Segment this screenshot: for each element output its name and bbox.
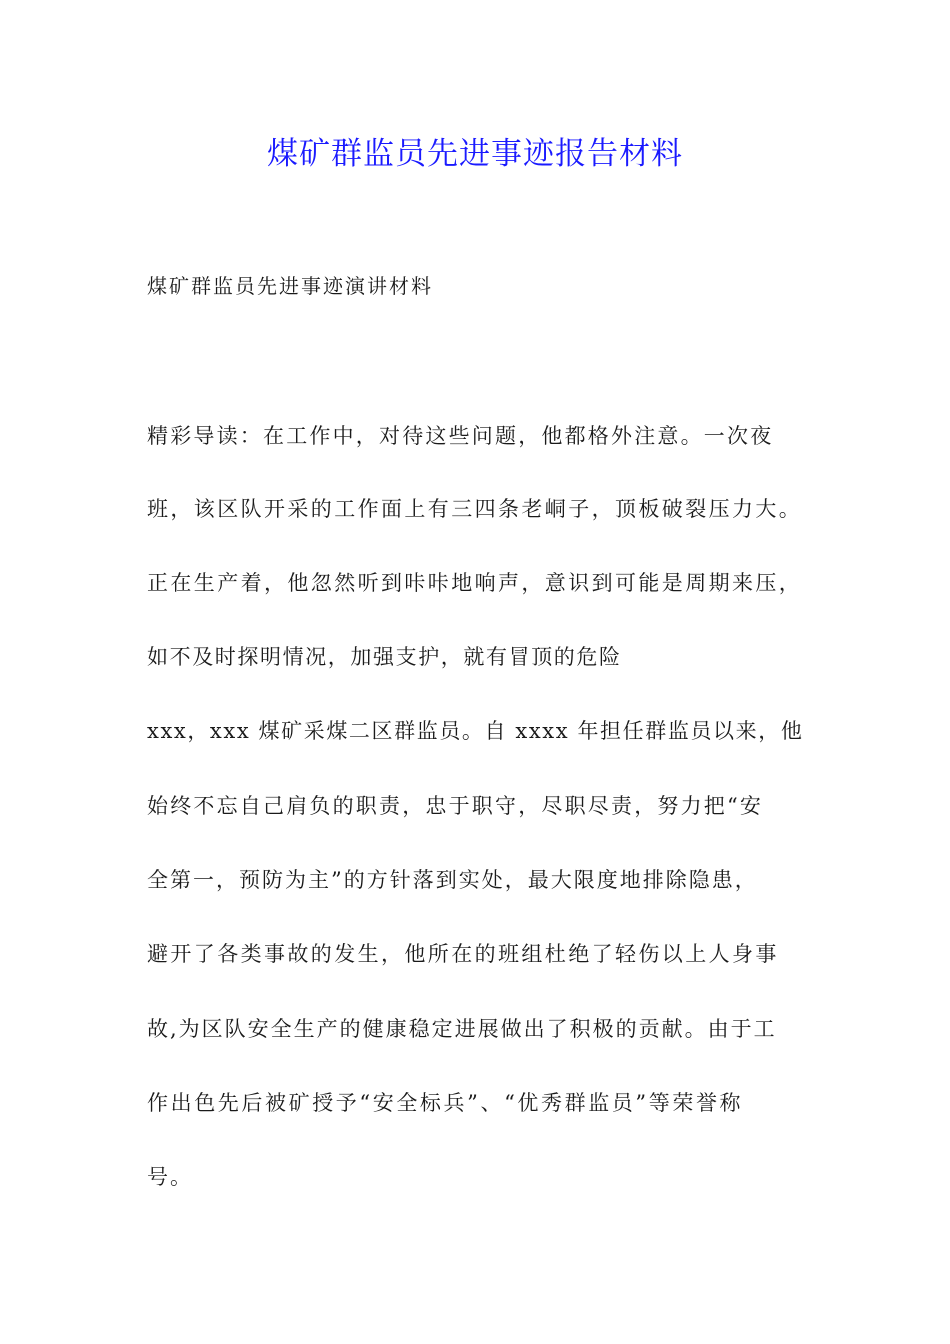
paragraph-line: 作出色先后被矿授予“安全标兵”、“优秀群监员”等荣誉称: [147, 1091, 744, 1115]
paragraph-line: 始终不忘自己肩负的职责，忠于职守，尽职尽责，努力把“安: [147, 794, 764, 818]
paragraph-line: xxx，xxx 煤矿采煤二区群监员。自 xxxx 年担任群监员以来，他: [147, 719, 804, 743]
paragraph-line: 正在生产着，他忽然听到咔咔地响声，意识到可能是周期来压，: [147, 571, 803, 595]
paragraph-line: 避开了各类事故的发生，他所在的班组杜绝了轻伤以上人身事: [147, 942, 779, 966]
paragraph-line: 故,为区队安全生产的健康稳定进展做出了积极的贡献。由于工: [147, 1017, 777, 1041]
paragraph-line: 全第一，预防为主”的方针落到实处，最大限度地排除隐患，: [147, 868, 758, 892]
paragraph-line: 精彩导读：在工作中，对待这些问题，他都格外注意。一次夜: [147, 424, 774, 448]
paragraph-line: 号。: [147, 1165, 193, 1189]
paragraph-line: 班，该区队开采的工作面上有三四条老峒子，顶板破裂压力大。: [147, 497, 803, 521]
paragraph-line: 如不及时探明情况，加强支护，就有冒顶的危险: [147, 645, 622, 669]
document-subtitle: 煤矿群监员先进事迹演讲材料: [147, 274, 433, 298]
document-title: 煤矿群监员先进事迹报告材料: [267, 136, 683, 172]
